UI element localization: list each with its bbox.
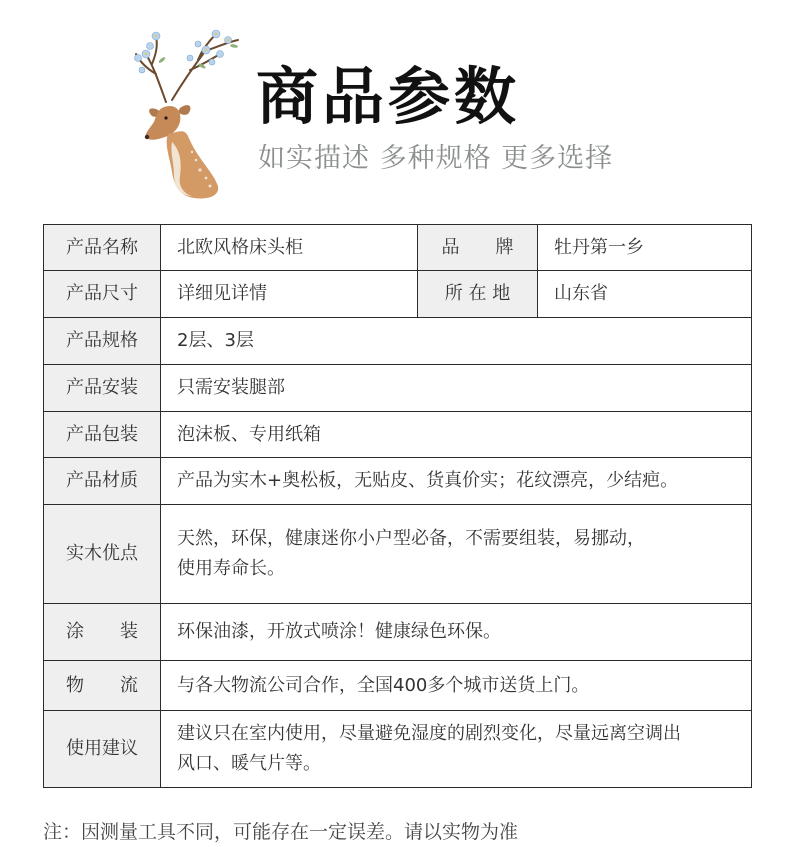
usage-label: 使用建议 bbox=[44, 711, 161, 788]
brand-label: 品 牌 bbox=[418, 225, 538, 271]
coating-label: 涂 装 bbox=[44, 604, 161, 661]
deer-illustration bbox=[128, 10, 248, 202]
table-row bbox=[44, 225, 752, 271]
install-label: 产品安装 bbox=[44, 365, 161, 412]
usage-value bbox=[161, 711, 752, 788]
install-value: 只需安装腿部 bbox=[161, 365, 752, 412]
package-label: 产品包装 bbox=[44, 412, 161, 458]
table-row bbox=[44, 271, 752, 318]
package-value: 泡沫板、专用纸箱 bbox=[161, 412, 752, 458]
spec-value: 2层、3层 bbox=[161, 318, 752, 365]
name-value: 北欧风格床头柜 bbox=[161, 225, 418, 271]
advantage-line-1: 天然，环保，健康迷你小户型必备，不需要组装，易挪动， bbox=[177, 528, 645, 549]
spec-label: 产品规格 bbox=[44, 318, 161, 365]
material-value: 产品为实木+奥松板，无贴皮、货真价实；花纹漂亮，少结疤。 bbox=[161, 458, 752, 505]
header bbox=[0, 0, 790, 210]
usage-line-1: 建议只在室内使用，尽量避免湿度的剧烈变化，尽量远离空调出 bbox=[177, 723, 681, 744]
logistics-value: 与各大物流公司合作，全国400多个城市送货上门。 bbox=[161, 661, 752, 711]
table-row bbox=[44, 318, 752, 365]
disclaimer-note: 注：因测量工具不同，可能存在一定误差。请以实物为准 bbox=[43, 821, 519, 843]
location-value: 山东省 bbox=[538, 271, 752, 318]
logistics-label: 物 流 bbox=[44, 661, 161, 711]
page-subtitle: 如实描述 多种规格 更多选择 bbox=[258, 143, 614, 174]
table-row bbox=[44, 458, 752, 505]
name-label: 产品名称 bbox=[44, 225, 161, 271]
size-value: 详细见详情 bbox=[161, 271, 418, 318]
coating-value: 环保油漆，开放式喷涂！健康绿色环保。 bbox=[161, 604, 752, 661]
usage-line-2: 风口、暖气片等。 bbox=[177, 753, 321, 774]
material-label: 产品材质 bbox=[44, 458, 161, 505]
size-label: 产品尺寸 bbox=[44, 271, 161, 318]
advantage-value bbox=[161, 505, 752, 604]
advantage-line-2: 使用寿命长。 bbox=[177, 558, 285, 579]
table-row bbox=[44, 604, 752, 661]
page-title: 商品参数 bbox=[256, 60, 521, 133]
brand-value: 牡丹第一乡 bbox=[538, 225, 752, 271]
table-row bbox=[44, 711, 752, 788]
table-row bbox=[44, 365, 752, 412]
table-row bbox=[44, 412, 752, 458]
advantage-label: 实木优点 bbox=[44, 505, 161, 604]
table-row bbox=[44, 661, 752, 711]
table-row bbox=[44, 505, 752, 604]
product-params-table bbox=[43, 224, 752, 788]
location-label: 所 在 地 bbox=[418, 271, 538, 318]
